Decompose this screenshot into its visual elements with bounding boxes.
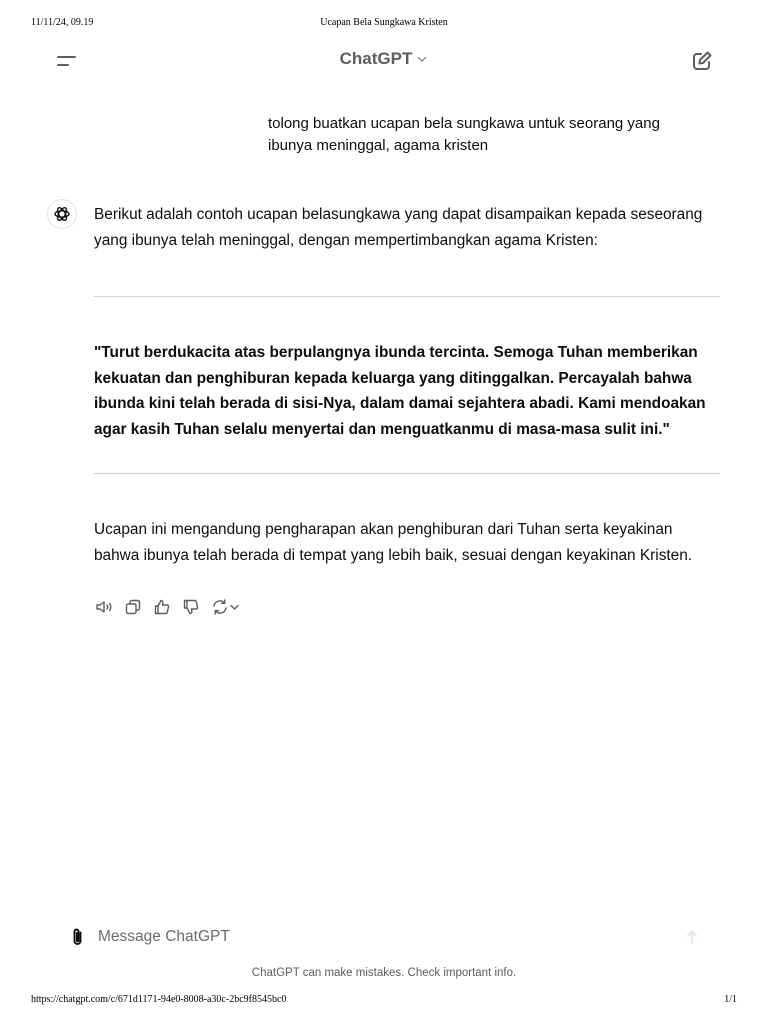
condolence-quote: "Turut berdukacita atas berpulangnya ibunda tercinta. Semoga Tuhan memberikan kekuatan dan penghiburan kepada keluarga yang ditinggalkan. Percayalah bahwa ibunda kini telah berada di sisi-Nya, dalam damai sejahtera abadi. Kami mendoakan agar kasih Tuhan selalu menyertai dan menguatkanmu di masa-masa sulit ini." bbox=[94, 344, 706, 438]
print-url: https://chatgpt.com/c/671d1171-94e0-8008-a30c-2bc9f8545bc0 bbox=[31, 994, 287, 1005]
edit-pencil-icon bbox=[689, 48, 715, 74]
copy-icon bbox=[123, 597, 143, 617]
print-datetime: 11/11/24, 09.19 bbox=[31, 17, 94, 28]
new-chat-button[interactable] bbox=[689, 48, 715, 74]
model-selector[interactable] bbox=[0, 49, 768, 70]
thumbs-up-button[interactable] bbox=[152, 597, 172, 617]
message-input[interactable] bbox=[98, 926, 658, 948]
print-page-number: 1/1 bbox=[724, 994, 737, 1005]
thumbs-up-icon bbox=[152, 597, 172, 617]
thumbs-down-icon bbox=[181, 597, 201, 617]
attach-button[interactable] bbox=[68, 926, 88, 948]
openai-logo-icon bbox=[53, 205, 71, 223]
assistant-closing: Ucapan ini mengandung pengharapan akan penghiburan dari Tuhan serta keyakinan bahwa ibunya telah berada di tempat yang lebih baik, sesuai dengan keyakinan Kristen. bbox=[94, 521, 693, 564]
model-name: ChatGPT bbox=[339, 49, 413, 68]
read-aloud-icon bbox=[94, 597, 114, 617]
copy-button[interactable] bbox=[123, 597, 143, 617]
read-aloud-button[interactable] bbox=[94, 597, 114, 617]
regenerate-icon bbox=[210, 597, 242, 617]
print-header bbox=[0, 17, 768, 31]
user-message: tolong buatkan ucapan bela sungkawa untuk seorang yang ibunya meninggal, agama kristen bbox=[268, 115, 660, 154]
assistant-avatar bbox=[47, 199, 77, 229]
disclaimer-text: ChatGPT can make mistakes. Check important info. bbox=[251, 967, 517, 979]
paperclip-icon bbox=[68, 926, 88, 948]
send-button[interactable] bbox=[682, 927, 702, 947]
arrow-up-icon bbox=[682, 927, 702, 947]
print-footer bbox=[0, 994, 768, 1008]
top-bar bbox=[0, 44, 768, 78]
message-composer bbox=[62, 923, 712, 951]
assistant-message bbox=[94, 202, 722, 568]
assistant-intro: Berikut adalah contoh ucapan belasungkawa yang dapat disampaikan kepada seseorang yang ibunya telah meninggal, dengan mempertimbangkan agama Kristen: bbox=[94, 206, 703, 249]
regenerate-button[interactable] bbox=[210, 597, 242, 617]
print-document-title: Ucapan Bela Sungkawa Kristen bbox=[320, 17, 448, 28]
chevron-down-icon bbox=[416, 50, 428, 70]
thumbs-down-button[interactable] bbox=[181, 597, 201, 617]
